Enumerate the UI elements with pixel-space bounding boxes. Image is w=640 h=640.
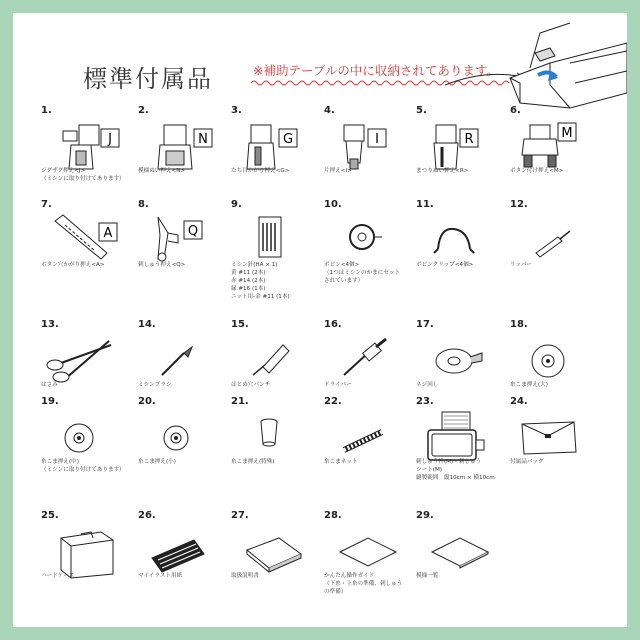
foot-code-label: R [464,132,474,147]
item-number: 21. [231,396,249,407]
hard-case-icon [41,524,141,576]
accessory-item-10 [324,199,424,319]
foot-code-label: N [198,132,208,147]
spool-cap-large-icon [510,333,610,385]
blind-stitch-foot-icon [416,119,516,171]
item-number: 25. [41,510,59,521]
item-caption: ミシンブラシ [138,382,172,388]
item-caption: ボビンクリップ<4個> [416,262,474,268]
item-number: 20. [138,396,156,407]
screwdriver-icon [324,333,424,385]
spool-net-icon [324,410,424,462]
accessory-item-28 [324,510,424,627]
zigzag-foot-icon [41,119,141,171]
item-number: 23. [416,396,434,407]
item-caption: はさみ [41,382,58,388]
foot-code-label: Q [187,224,199,239]
item-caption: まつりぬい押え<R> [416,168,469,174]
accessory-item-7 [41,199,141,319]
foot-code-label: M [561,126,573,141]
disc-screwdriver-icon [416,333,516,385]
accessory-item-29 [416,510,516,627]
satin-foot-icon [138,119,238,171]
item-caption: ネジ回し [416,382,439,388]
button-sewing-foot-icon [510,119,610,171]
item-number: 6. [510,105,521,116]
item-caption: かんたん操作ガイド （下糸・上糸の準備、刺しゅう の準備） [324,573,403,595]
overcasting-foot-icon [231,119,331,171]
item-number: 24. [510,396,528,407]
item-number: 26. [138,510,156,521]
item-number: 9. [231,199,242,210]
eyelet-punch-icon [231,333,331,385]
item-caption: 模様ぬい押え<N> [138,168,186,174]
accessories-page [13,13,627,627]
item-caption: はとめ穴パンチ [231,382,271,388]
item-caption: ジグザグ押え<J> （ミシンに取り付けてあります） [41,168,125,182]
embroidery-foot-icon [138,213,238,265]
item-number: 29. [416,510,434,521]
item-number: 16. [324,319,342,330]
cleaning-brush-icon [138,333,238,385]
buttonhole-foot-icon [41,213,141,265]
item-number: 2. [138,105,149,116]
item-caption: ミシン針(HA × 1) 黄 #11 (2本) 赤 #14 (2本) 緑 #16 (1本) ニット用-金 #11 (1本) [231,262,290,300]
embroidery-frame-icon [416,410,516,462]
needle-pack-icon [231,213,331,265]
item-caption: 刺しゅう枠(M)・刺しゅう シート(M) 縫製範囲 縦10cm × 横10cm [416,459,495,481]
accessory-table-illustration [510,23,627,113]
accessory-item-21 [231,396,331,516]
storage-note: ※補助テーブルの中に収納されてあります。 [253,63,499,78]
accessory-item-9 [231,199,331,319]
item-number: 13. [41,319,59,330]
bobbin-clip-icon [416,213,516,265]
item-caption: 付属品バッグ [510,459,544,465]
item-number: 7. [41,199,52,210]
spool-cap-small-icon [138,410,238,462]
accessory-item-25 [41,510,141,627]
accessory-item-11 [416,199,516,319]
accessory-item-8 [138,199,238,319]
item-caption: マイイラスト用紙 [138,573,183,579]
accessory-item-20 [138,396,238,516]
myillust-sheet-icon [138,524,238,576]
item-number: 28. [324,510,342,521]
foot-code-label: A [103,226,113,241]
item-caption: 刺しゅう押え<Q> [138,262,186,268]
accessory-bag-icon [510,410,610,462]
item-number: 22. [324,396,342,407]
item-caption: ボタン穴かがり押え<A> [41,262,105,268]
accessory-item-27 [231,510,331,627]
instruction-manual-icon [231,524,331,576]
seam-ripper-icon [510,213,610,265]
accessory-item-19 [41,396,141,516]
pattern-list-icon [416,524,516,576]
page-title: 標準付属品 [83,65,213,93]
item-caption: ハードケース [41,573,75,579]
item-number: 1. [41,105,52,116]
bobbin-icon [324,213,424,265]
spool-cap-special-icon [231,410,331,462]
accessory-item-12 [510,199,610,319]
item-caption: 糸こまネット [324,459,358,465]
item-caption: リッパー [510,262,533,268]
item-caption: たち目かがり押え<G> [231,168,290,174]
item-caption: 取扱説明書 [231,573,259,579]
foot-code-label: I [375,132,379,147]
item-number: 4. [324,105,335,116]
item-number: 15. [231,319,249,330]
item-number: 5. [416,105,427,116]
item-caption: 糸こま押え(特殊) [231,459,275,465]
item-number: 19. [41,396,59,407]
zipper-foot-icon [324,119,424,171]
item-caption: 片押え<I> [324,168,352,174]
item-number: 27. [231,510,249,521]
foot-code-label: J [108,132,112,147]
accessory-item-23 [416,396,516,516]
quick-guide-icon [324,524,424,576]
accessory-item-26 [138,510,238,627]
item-number: 14. [138,319,156,330]
item-caption: 糸こま押え(中) （ミシンに取り付けてあります） [41,459,125,473]
item-number: 12. [510,199,528,210]
foot-code-label: G [282,132,294,147]
item-caption: ボビン<4個> （1つはミシンのかまにセット されています） [324,262,401,284]
item-number: 10. [324,199,342,210]
item-number: 11. [416,199,434,210]
scissors-icon [41,333,141,385]
item-number: 8. [138,199,149,210]
accessory-item-22 [324,396,424,516]
item-caption: 糸こま押え(大) [510,382,548,388]
item-number: 17. [416,319,434,330]
item-caption: ドライバー [324,382,352,388]
item-caption: 模様一覧 [416,573,439,579]
item-number: 18. [510,319,528,330]
item-caption: ボタン付け押え<M> [510,168,564,174]
spool-cap-medium-icon [41,410,141,462]
accessory-item-24 [510,396,610,516]
item-number: 3. [231,105,242,116]
item-caption: 糸こま押え(小) [138,459,176,465]
